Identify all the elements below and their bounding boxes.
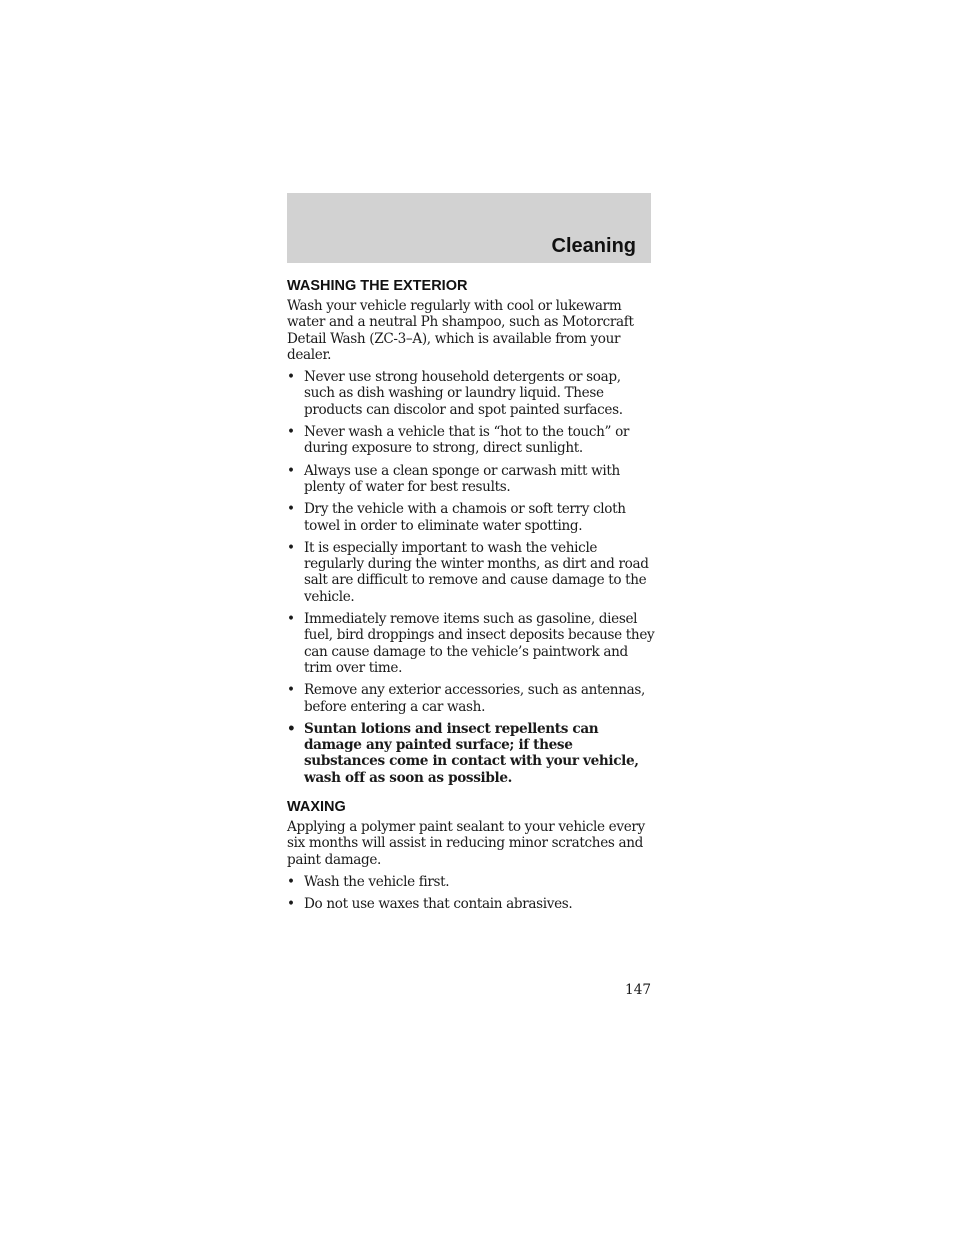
- bullet-icon: •: [287, 462, 295, 479]
- section-heading-washing: WASHING THE EXTERIOR: [287, 278, 468, 294]
- bullet-icon: •: [287, 501, 295, 518]
- bullet-icon: •: [287, 720, 296, 737]
- chapter-header-band: [287, 193, 651, 263]
- list-item: [287, 682, 655, 715]
- washing-intro-paragraph: Wash your vehicle regularly with cool or lukewarm water and a neutral Ph shampoo, such as Motorcraft Detail Wash (ZC-3–A), which is available from your dealer.: [287, 298, 634, 363]
- list-item-text: Never use strong household detergents or soap, such as dish washing or laundry liquid. These products can discolor and spot painted surfaces.: [304, 369, 623, 418]
- bullet-icon: •: [287, 424, 295, 441]
- list-item-text: Immediately remove items such as gasoline, diesel fuel, bird droppings and insect deposits because they can cause damage to the vehicle’s paintwork and trim over time.: [304, 611, 655, 676]
- list-item: [287, 501, 655, 534]
- washing-bullet-list: [287, 369, 655, 786]
- list-item-text: It is especially important to wash the vehicle regularly during the winter months, as dirt and road salt are difficult to remove and cause damage to the vehicle.: [304, 539, 649, 605]
- list-item: [287, 424, 655, 457]
- list-item: [287, 463, 655, 496]
- section-heading-waxing: WAXING: [287, 799, 346, 816]
- list-item: [287, 540, 655, 605]
- list-item-text: Wash the vehicle first.: [304, 873, 450, 890]
- bullet-icon: •: [287, 369, 295, 386]
- bullet-icon: •: [287, 539, 295, 556]
- bullet-icon: •: [287, 873, 295, 890]
- list-item: [287, 369, 655, 418]
- page-number: 147: [625, 982, 651, 998]
- list-item-text: Remove any exterior accessories, such as antennas, before entering a car wash.: [304, 682, 645, 715]
- waxing-intro-paragraph: Applying a polymer paint sealant to your vehicle every six months will assist in reducing minor scratches and paint damage.: [287, 819, 645, 868]
- list-item-text: Do not use waxes that contain abrasives.: [304, 896, 573, 913]
- list-item-text: Always use a clean sponge or carwash mitt with plenty of water for best results.: [304, 462, 620, 495]
- list-item-text: Dry the vehicle with a chamois or soft terry cloth towel in order to eliminate water spotting.: [304, 501, 626, 534]
- list-item-text: Suntan lotions and insect repellents can damage any painted surface; if these substances come in contact with your vehicle, wash off as soon as possible.: [304, 720, 639, 786]
- chapter-title: Cleaning: [551, 235, 636, 257]
- list-item-text: Never wash a vehicle that is “hot to the touch” or during exposure to strong, direct sunlight.: [304, 424, 630, 457]
- list-item: [287, 611, 655, 676]
- page-content: [287, 276, 655, 919]
- bullet-icon: •: [287, 896, 295, 913]
- list-item: [287, 896, 655, 912]
- list-item: [287, 874, 655, 890]
- bullet-icon: •: [287, 682, 295, 699]
- bullet-icon: •: [287, 611, 295, 628]
- warning-list-item: [287, 721, 655, 786]
- waxing-bullet-list: [287, 874, 655, 913]
